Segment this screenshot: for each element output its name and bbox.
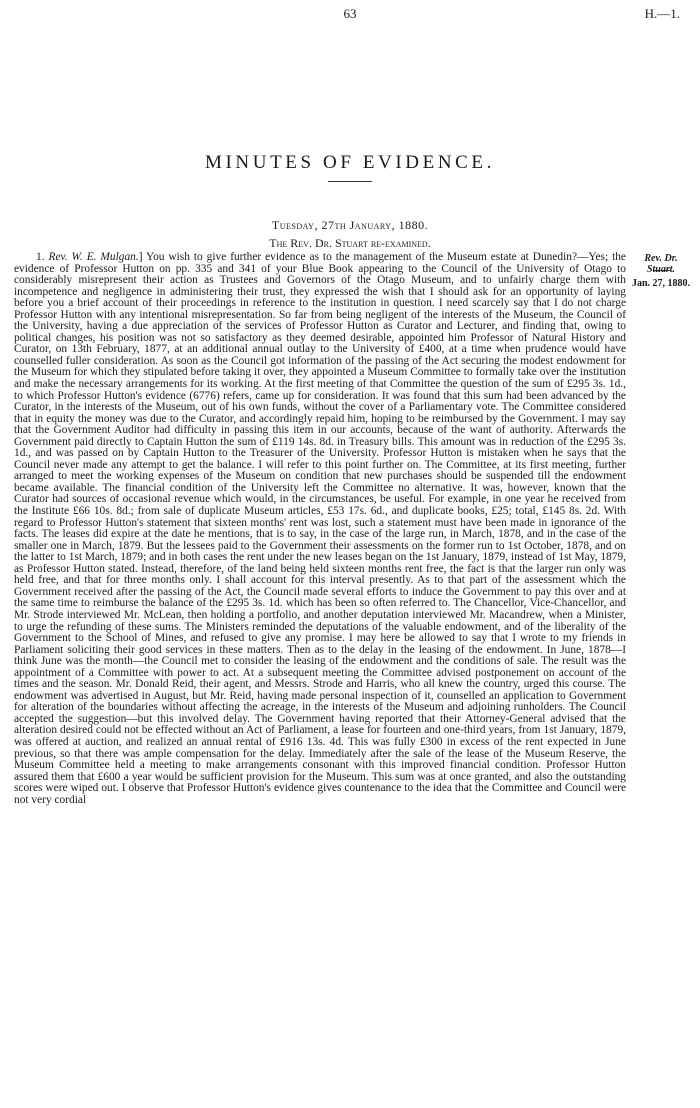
question-number: 1.	[36, 251, 45, 263]
question-paragraph	[14, 252, 626, 806]
document-reference: H.—1.	[644, 6, 680, 21]
evidence-text: ] You wish to give further evidence as to the management of the Museum estate at Dunedin?—Yes; the evidence of Professor Hutton on pp. 335 and 341 of your Blue Book appearing to the Council of the University of Otago to considerably misrepresent their action as Trustees and Governors of the Otago Museum, and to unfairly charge them with incompetence and negligence in administering their trust, they expressed the wish that I should ask for an opportunity of laying before you a brief account of their proceedings in reference to the institution in question. I need scarcely say that I do not charge Professor Hutton with any intentional misrepresentation. So far from being negligent of the interests of the Museum, the Council of the University, having a due appreciation of the services of Professor Hutton as Curator and Lecturer, and finding that, owing to political changes, his position was not so satisfactory as they deemed desirable, appointed him Professor of Natural History and Curator, on 13th February, 1877, at an additional annual outlay to the University of £400, at a time when prudence would have counselled fuller consideration. As soon as the Council got information of the passing of the Act securing the modest endowment for the Museum for which they stipulated before taking it over, they appointed a Museum Committee to formally take over the institution and make the necessary arrangements for its working. At the first meeting of that Committee the question of the sum of £295 3s. 1d., to which Professor Hutton's evidence (6776) refers, came up for consideration. It was found that this sum had been advanced by the Curator, in the interests of the Museum, out of his own funds, without the cover of a Parliamentary vote. The Committee considered that in equity the money was due to the Curator, and accordingly repaid him, hoping to be reimbursed by the Government. I may say that the Government Auditor had difficulty in passing this item in our accounts, because of the want of authority. Afterwards the Government paid directly to Captain Hutton the sum of £119 14s. 8d. in Treasury bills. This amount was in reduction of the £295 3s. 1d., and was passed on by Captain Hutton to the Treasurer of the University. Professor Hutton is mistaken when he says that the Council never made any attempt to get the balance. I will refer to this point further on. The Committee, at its first meeting, further arranged to meet the working expenses of the Museum on condition that new purchases should be suspended till the endowment became available. The financial condition of the University left the Committee no alternative. It was, however, known that the Curator had sources of occasional revenue which would, in the circumstances, be useful. For example, in one year he received from the Institute £66 10s. 8d.; from sale of duplicate Museum articles, £53 17s. 6d., and duplicate books, £25; total, £145 8s. 2d. With regard to Professor Hutton's statement that sixteen months' rent was lost, such a statement must have been made in ignorance of the facts. The leases did expire at the date he mentions, that is to say, in the case of the large run, in March, 1878, and in the case of the smaller one in March, 1879. But the lessees paid to the Government their assessments on the former run to 1st October, 1878, and on the latter to 1st March, 1879; and in both cases the rent under the new leases began on the 1st January, 1879, instead of 1st May, 1879, as Professor Hutton stated. Instead, therefore, of the land being held sixteen months rent free, the fact is that the larger run only was held free, and that for three months only. I shall account for this interval presently. As to that part of the assessment which the Government received after the passing of the Act, the Council made several efforts to induce the Government to pay this over and at the same time to reimburse the balance of the £295 3s. 1d. which has been so often referred to. The Chancellor, Vice-Chancellor, and Mr. Strode interviewed Mr. McLean, then holding a portfolio, and another deputation interviewed Mr. Macandrew, when a Minister, to urge the refunding of these sums. The Ministers reminded the deputations of the valuable endowment, and of the liberality of the Government to the School of Mines, and refused to give any promise. I may here be allowed to say that I wrote to my friends in Parliament soliciting their good services in these matters. Then as to the delay in the leasing of the endowment. In June, 1878—I think June was the month—the Council met to consider the leasing of the endowment and the conditions of sale. The result was the appointment of a Committee with power to act. At a subsequent meeting the Committee advised postponement on account of the times and the season. Mr. Donald Reid, their agent, and Messrs. Strode and Harris, who all knew the country, urged this course. The endowment was advertised in August, but Mr. Reid, having made personal inspection of it, counselled an application to Government for alteration of the boundaries without affecting the acreage, in the interests of the Museum and adjoining runholders. The Council accepted the suggestion—but this involved delay. The Government having reported that their Attorney-General advised that the alteration desired could not be effected without an Act of Parliament, a lease for fourteen and one-third years, from 1st January, 1879, was offered at auction, and realized an annual rental of £916 13s. 4d. This was fully £300 in excess of the rent expected in June previous, so that there was ample compensation for the delay. Immediately after the sale of the lease of the Museum Reserve, the Museum Committee held a meeting to make arrangements consonant with this improved financial condition. Professor Hutton assured them that £600 a year would be sufficient provision for the Museum. This sum was at once granted, and also the outstanding scores were wiped out. I observe that Professor Hutton's evidence gives countenance to the idea that the Committee and Council were not very cordial	[14, 251, 626, 806]
session-date: Tuesday, 27th January, 1880.	[271, 218, 429, 232]
title-divider	[328, 181, 372, 182]
page-title: MINUTES OF EVIDENCE.	[205, 152, 495, 173]
questioner-name: Rev. W. E. Mulgan.	[48, 251, 139, 263]
margin-divider	[654, 270, 670, 271]
margin-witness-name: Rev. Dr. Stuart.	[644, 253, 678, 275]
margin-date: Jan. 27, 1880.	[631, 278, 691, 289]
witness-line: The Rev. Dr. Stuart re-examined.	[269, 236, 431, 250]
page-number: 63	[343, 6, 357, 21]
evidence-body	[14, 252, 626, 806]
